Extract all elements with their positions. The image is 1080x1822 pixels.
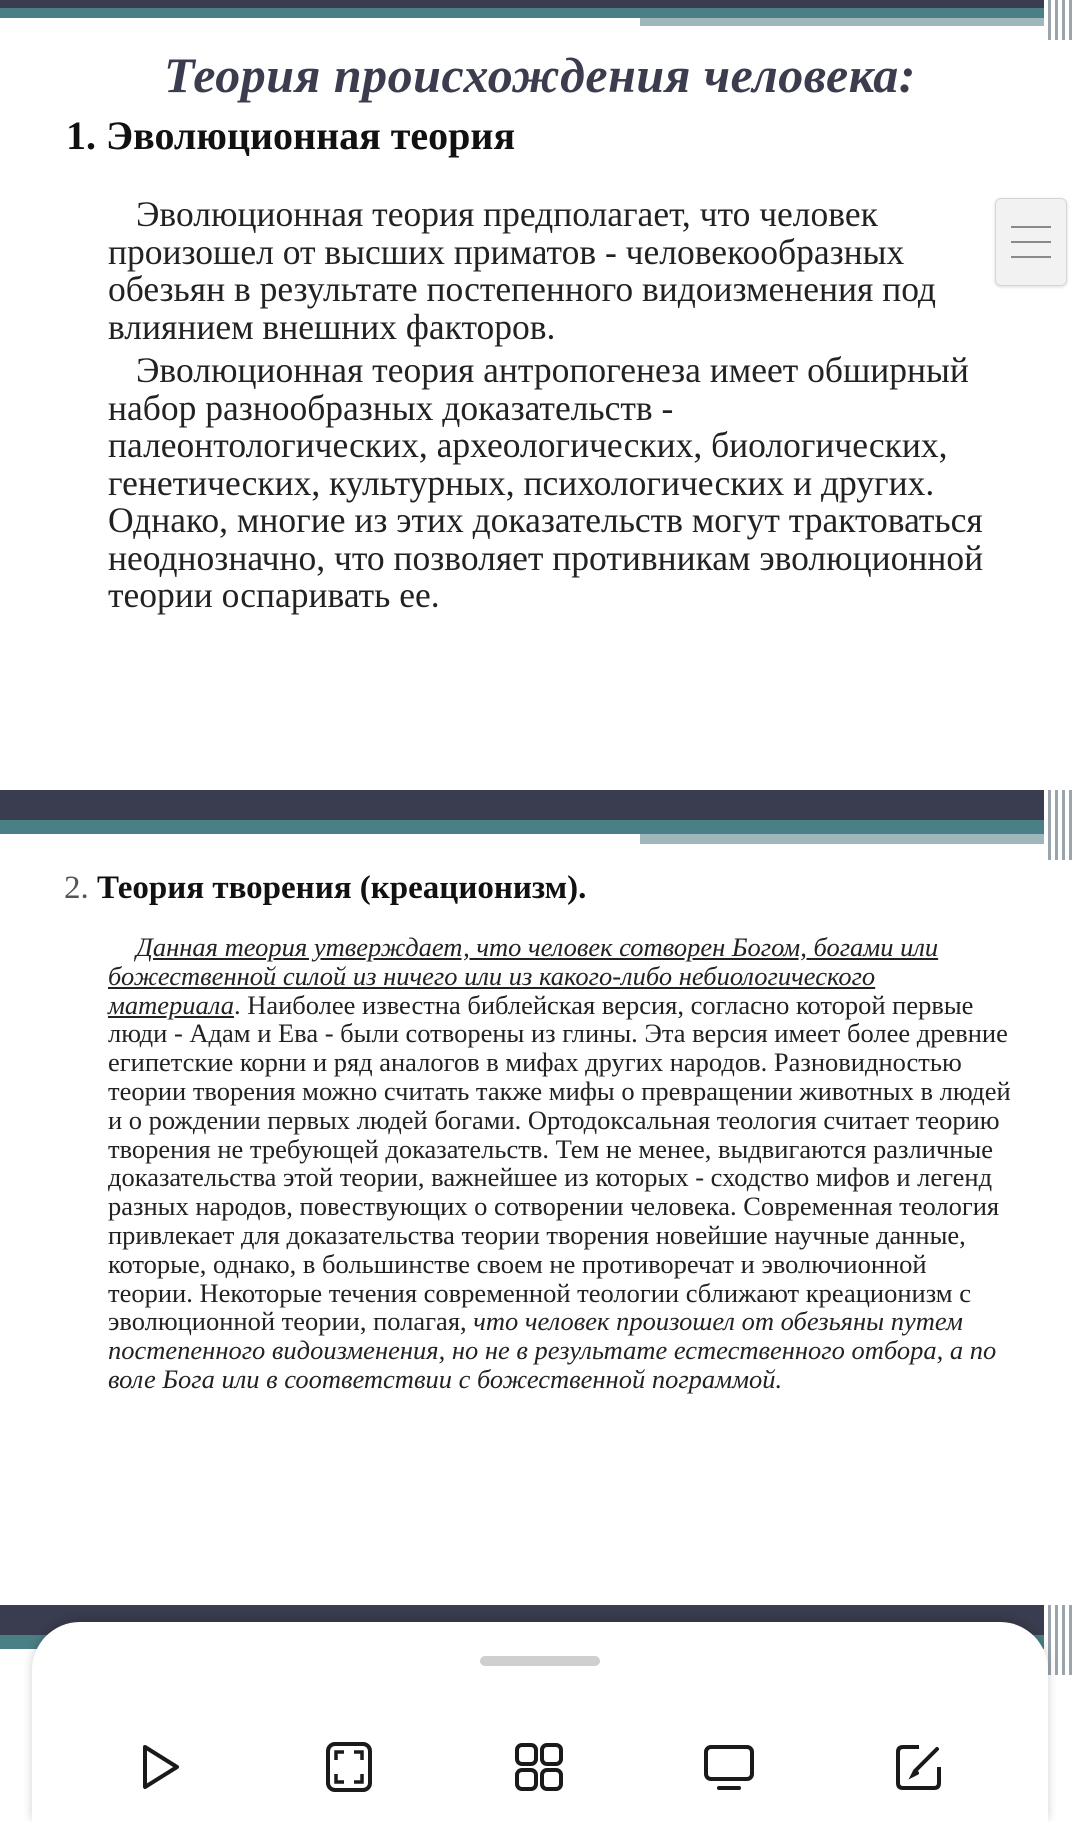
paragraph: Эволюционная теория предполагает, что человек произошел от высших приматов - человекообразных обезьян в результате постепенного видоизменения под влиянием внешних факторов. <box>108 194 936 347</box>
paragraph: Эволюционная теория антропогенеза имеет обширный набор разнообразных доказательств - палеонтологических, археологических, биологических, генетических, культурных, психологических и других. Однако, многие из этих доказательств могут трактоваться неоднозначно, что позволяет противникам эволюционной теории оспаривать ее. <box>108 350 984 615</box>
slide-header-bar <box>0 0 1044 8</box>
slide-1-body <box>108 196 988 621</box>
slide-header-bar <box>640 834 1044 844</box>
slide-header-bar <box>0 820 1044 834</box>
italic-conclusion: что человек произошел от обезьяны путем постепенного видоизменения, но не в результате естественного отбора, а по воле Бога или в соответствии с божественной пограммой. <box>108 1306 997 1394</box>
menu-button[interactable] <box>995 198 1067 286</box>
fullscreen-icon <box>323 1741 375 1793</box>
body-text: . Наиболее известна библейская версия, согласно которой первые люди - Адам и Ева - были сотворены из глины. Эта версия имеет более древние египетские корни и ряд аналогов в мифах других народов. Разновидностью теории творения можно считать также мифы о превращении животных в людей и о рождении первых людей богами. Ортодоксальная теология считает теорию творения не требующей доказательств. Тем не менее, выдвигаются различные доказательства этой теории, важнейшее из которых - сходство мифов и легенд разных народов, повествующих о сотворении человека. Современная теология привлекает для доказательства теории творения новейшие научные данные, которые, однако, в большинстве своем не противоречат и эволючионной теории. Некоторые течения современной теологии сближают креационизм с эволюционной теории, полагая, <box>108 989 1011 1337</box>
menu-icon <box>1011 241 1051 243</box>
heading-text: Теория творения (креационизм). <box>97 870 587 906</box>
present-button[interactable] <box>694 1732 764 1802</box>
slide-header-stripes <box>1044 790 1080 860</box>
edit-icon <box>893 1741 945 1793</box>
slide-2 <box>0 790 1080 1605</box>
page-title: Теория происхождения человека: <box>164 47 916 103</box>
menu-icon <box>1011 226 1051 228</box>
menu-icon <box>1011 256 1051 258</box>
slide-header-stripes <box>1044 1605 1080 1675</box>
slide-header-bar <box>0 8 1044 18</box>
bottom-sheet <box>32 1622 1048 1822</box>
sheet-drag-handle[interactable] <box>480 1656 600 1666</box>
play-icon <box>133 1741 185 1793</box>
grid-view-button[interactable] <box>504 1732 574 1802</box>
heading-number: 2. <box>64 870 89 906</box>
grid-icon <box>513 1741 565 1793</box>
section-heading: 1. Эволюционная теория <box>66 113 516 158</box>
section-heading <box>64 870 586 907</box>
slide-2-body <box>108 933 1013 1394</box>
slide-header-bar <box>0 790 1044 820</box>
slide-1 <box>0 0 1080 790</box>
edit-button[interactable] <box>884 1732 954 1802</box>
fullscreen-button[interactable] <box>314 1732 384 1802</box>
play-button[interactable] <box>124 1732 194 1802</box>
slide-header-bar <box>640 18 1044 26</box>
lead-definition: Данная теория утверждает, что человек сотворен Богом, богами или божественной силой из ничего или из какого-либо небиологического материала <box>108 932 939 1020</box>
monitor-icon <box>703 1741 755 1793</box>
slide-header-stripes <box>1044 0 1080 40</box>
